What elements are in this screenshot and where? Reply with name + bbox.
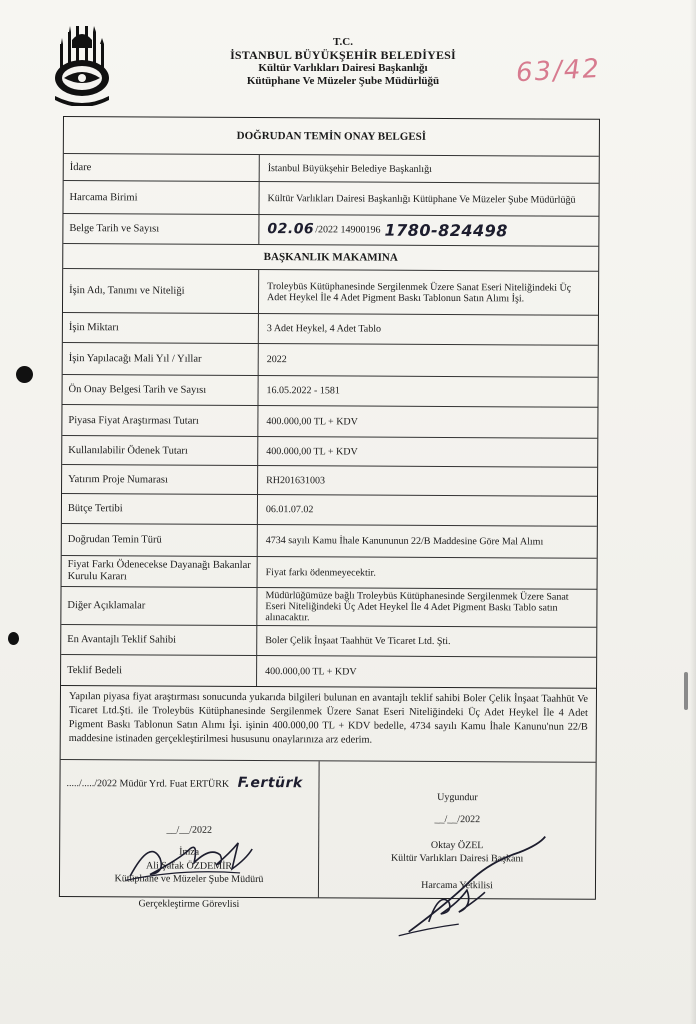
deputy-manager-line bbox=[66, 774, 302, 791]
row-temin-turu bbox=[62, 524, 597, 559]
section-title-row bbox=[63, 244, 598, 272]
row-belge-tarih bbox=[63, 214, 598, 247]
row-label: Teklif Bedeli bbox=[61, 655, 257, 686]
row-butce bbox=[62, 494, 597, 527]
row-value: 3 Adet Heykel, 4 Adet Tablo bbox=[266, 323, 382, 335]
approval-form bbox=[59, 116, 600, 910]
row-harcama-birimi bbox=[63, 181, 598, 217]
left-imza-label: İmza bbox=[179, 846, 200, 858]
row-diger-aciklamalar bbox=[61, 587, 596, 628]
printed-year-number: /2022 14900196 bbox=[315, 224, 381, 236]
row-label: İşin Yapılacağı Mali Yıl / Yıllar bbox=[63, 343, 259, 375]
signature-block-right bbox=[319, 761, 596, 898]
handwritten-folio-number: 63/42 bbox=[515, 53, 602, 89]
section-title: BAŞKANLIK MAKAMINA bbox=[263, 251, 398, 264]
header-municipality: İSTANBUL BÜYÜKŞEHİR BELEDİYESİ bbox=[230, 48, 456, 62]
row-value: 400.000,00 TL + KDV bbox=[266, 445, 358, 458]
header-department: Kültür Varlıkları Dairesi Başkanlığı bbox=[258, 62, 428, 74]
right-uygundur: Uygundur bbox=[437, 791, 478, 804]
right-signer-role: Harcama Yetkilisi bbox=[421, 879, 493, 892]
row-odenek bbox=[62, 436, 597, 468]
row-label: Fiyat Farkı Ödenecekse Dayanağı Bakanlar Kurulu Kararı bbox=[62, 556, 258, 587]
row-value: Fiyat farkı ödenmeyecektir. bbox=[265, 566, 376, 579]
ibb-logo-icon bbox=[52, 22, 112, 106]
right-date: __/__/2022 bbox=[434, 813, 481, 826]
row-label: Belge Tarih ve Sayısı bbox=[63, 214, 259, 244]
left-signer-title: Kütüphane ve Müzeler Şube Müdürü bbox=[114, 873, 264, 886]
row-isin-miktari bbox=[63, 313, 598, 346]
row-value: 4734 sayılı Kamu İhale Kanununun 22/B Maddesine Göre Mal Alımı bbox=[265, 535, 544, 548]
form-title: DOĞRUDAN TEMİN ONAY BELGESİ bbox=[236, 129, 427, 143]
row-value: Kültür Varlıkları Dairesi Başkanlığı Kütüphane Ve Müzeler Şube Müdürlüğü bbox=[267, 192, 576, 206]
right-signer-name: Oktay ÖZEL bbox=[430, 839, 484, 852]
row-label: Bütçe Tertibi bbox=[62, 494, 258, 524]
row-teklif-bedeli bbox=[61, 655, 596, 689]
row-label: Yatırım Proje Numarası bbox=[62, 465, 258, 494]
row-idare bbox=[64, 154, 599, 184]
right-signature-scribble bbox=[389, 832, 570, 943]
row-piyasa-fiyat bbox=[62, 405, 597, 439]
row-value: Boler Çelik İnşaat Taahhüt Ve Ticaret Ltd. Şti. bbox=[265, 635, 451, 648]
punch-hole bbox=[8, 632, 19, 645]
left-signer-role: Gerçekleştirme Görevlisi bbox=[138, 898, 240, 910]
header-branch: Kütüphane Ve Müzeler Şube Müdürlüğü bbox=[246, 75, 440, 87]
row-teklif-sahibi bbox=[61, 625, 596, 658]
row-label: Kullanılabilir Ödenek Tutarı bbox=[62, 436, 258, 465]
form-title-row bbox=[64, 117, 599, 157]
row-value: RH201631003 bbox=[266, 474, 326, 486]
row-label: En Avantajlı Teklif Sahibi bbox=[61, 625, 257, 655]
row-value: 400.000,00 TL + KDV bbox=[266, 415, 358, 428]
left-signature-scribble bbox=[120, 828, 260, 889]
row-label: İşin Adı, Tanımı ve Niteliği bbox=[63, 269, 259, 313]
right-signer-title: Kültür Varlıkları Dairesi Başkanı bbox=[390, 852, 524, 865]
row-label: Doğrudan Temin Türü bbox=[62, 524, 258, 556]
row-value: 2022 bbox=[266, 354, 287, 366]
row-mali-yil bbox=[63, 343, 598, 378]
row-value: 400.000,00 TL + KDV bbox=[265, 665, 357, 678]
row-label: Ön Onay Belgesi Tarih ve Sayısı bbox=[62, 375, 258, 405]
left-date: __/__/2022 bbox=[166, 824, 213, 836]
signature-block-left bbox=[60, 760, 319, 910]
row-value: Müdürlüğümüze bağlı Troleybüs Kütüphanesinde Sergilenmek Üzere Sanat Eseri Niteliğindeki Üç Adet Heykel İle 4 Adet Pigment Baskı Tablo satın alınacaktır. bbox=[265, 590, 569, 624]
punch-hole bbox=[16, 366, 33, 383]
scroll-indicator[interactable] bbox=[684, 672, 688, 710]
row-value: 06.01.07.02 bbox=[265, 504, 314, 516]
row-label: İdare bbox=[64, 154, 260, 181]
row-value: 16.05.2022 - 1581 bbox=[266, 385, 340, 397]
row-label: İşin Miktarı bbox=[63, 313, 259, 343]
document-header bbox=[218, 36, 468, 88]
deputy-manager-signature: F.ertürk bbox=[237, 774, 303, 792]
row-yatirim-proje bbox=[62, 465, 597, 497]
row-isin-adi bbox=[63, 269, 598, 316]
handwritten-document-number: 1780-824498 bbox=[384, 220, 509, 241]
row-fiyat-farki bbox=[62, 556, 597, 590]
row-value: Troleybüs Kütüphanesinde Sergilenmek Üzere Sanat Eseri Niteliğindeki Üç Adet Heykel İle 4 Adet Pigment Baskı Tablonun Satın Alımı İşi. bbox=[267, 280, 572, 304]
row-value: İstanbul Büyükşehir Belediye Başkanlığı bbox=[267, 162, 432, 175]
header-tc: T.C. bbox=[333, 36, 353, 48]
left-signer-name: Ali Şafak ÖZDEMİR bbox=[145, 860, 233, 872]
row-label: Diğer Açıklamalar bbox=[61, 587, 257, 625]
row-label: Harcama Birimi bbox=[63, 181, 259, 214]
row-value bbox=[259, 215, 598, 246]
row-on-onay bbox=[62, 375, 597, 408]
page-edge-shadow bbox=[690, 0, 696, 1024]
handwritten-date: 02.06 bbox=[267, 221, 315, 238]
row-label: Piyasa Fiyat Araştırması Tutarı bbox=[62, 405, 258, 436]
approval-paragraph: Yapılan piyasa fiyat araştırması sonucunda yukarıda bilgileri bulunan en avantajlı teklif sahibi Boler Çelik İnşaat Taahhüt Ve Ticaret Ltd.Şti. ile Troleybüs Kütüphanesinde Sergilenmek Üzere Sanat Eseri Niteliğindeki Üç Adet Heykel İle 4 Adet Pigment Baskı Tablonun Satın Alımı İşi. işinin 400.000,00 TL + KDV bedelle, 4734 sayılı Kamu İhale Kanunu'nun 22/B maddesine istinaden gerçekleştirilmesi hususunu onaylarınıza arz ederim. bbox=[61, 686, 596, 763]
deputy-manager-text: ...../...../2022 Müdür Yrd. Fuat ERTÜRK bbox=[66, 778, 230, 790]
